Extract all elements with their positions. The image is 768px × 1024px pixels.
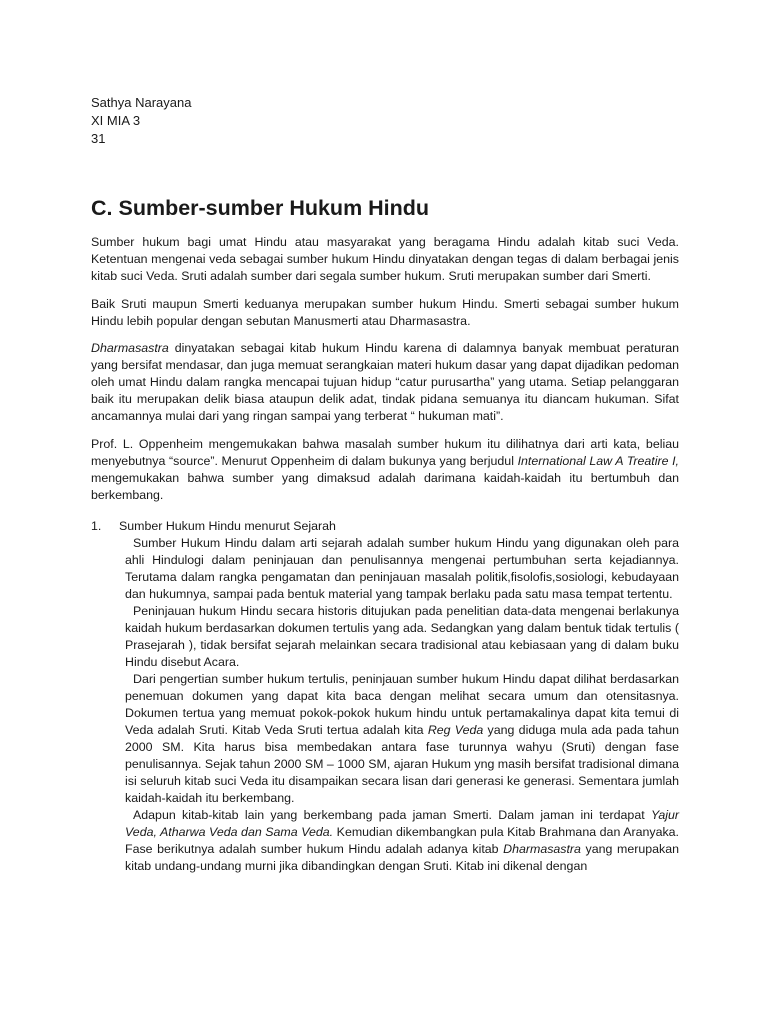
author-class: XI MIA 3 (91, 113, 141, 128)
subparagraph-4-text-b: Kemudian dikembangkan pula Kitab Brahmana dan Aranyaka. Fase berikutnya adalah sumber hukum Hindu adalah adanya kitab (125, 824, 679, 856)
italic-term: Yajur Veda, Atharwa Veda dan Sama Veda. (125, 807, 679, 839)
paragraph-1: Sumber hukum bagi umat Hindu atau masyarakat yang beragama Hindu adalah kitab suci Veda. Ketentuan mengenai veda sebagai sumber hukum Hindu dinyatakan dengan tegas di dalam berbagai jenis kitab suci Veda. Sruti adalah sumber dari segala sumber hukum. Sruti merupakan sumber dari Smerti. (91, 235, 679, 283)
italic-term: Dharmasastra (91, 341, 169, 355)
subparagraph-3-text-a: Dari pengertian sumber hukum tertulis, peninjauan sumber hukum Hindu dapat dilihat berdasarkan penemuan dokumen yang dapat kita baca dengan melihat secara umum dan otensitasnya. Dokumen tertua yang memuat pokok-pokok hukum hindu untuk pertamakalinya dapat kita temui di Veda adalah Sruti. Kitab Veda Sruti tertua adalah kita (125, 671, 679, 737)
subparagraph-4-text-c: yang merupakan kitab undang-undang murni jika dibandingkan dengan Sruti. Kitab ini dikenal dengan (125, 841, 679, 873)
list-number: 1. (91, 518, 102, 533)
subparagraph-3-text-b: yang diduga mula ada pada tahun 2000 SM. Kita harus bisa membedakan antara fase turunnya wahyu (Sruti) dengan fase penulisannya. Sejak tahun 2000 SM – 1000 SM, ajaran Hukum yng masih bersifat tradisional dimana isi seluruh kitab suci Veda itu disampaikan secara lisan dari generasi ke generasi. Sementara jumlah kaidah-kaidah itu berkembang. (125, 722, 679, 805)
list-item-heading (91, 518, 679, 535)
list-item-body (125, 535, 679, 875)
section-title: C. Sumber-sumber Hukum Hindu (91, 196, 430, 220)
italic-term: Dharmasastra (503, 841, 581, 856)
subparagraph-3 (125, 671, 679, 807)
subparagraph-4 (125, 807, 679, 875)
paragraph-3-text: dinyatakan sebagai kitab hukum Hindu karena di dalamnya banyak membuat peraturan yang bersifat mendasar, dan juga memuat serangkaian materi hukum dasar yang dapat dijadikan pedoman oleh umat Hindu dalam rangka mencapai tujuan hidup “catur purusartha” yang utama. Setiap pelanggaran baik itu merupakan delik biasa ataupun delik adat, tindak pidana semuanya itu diancam hukuman. Sifat ancamannya mulai dari yang ringan sampai yang terberat “ hukuman mati”. (91, 341, 679, 423)
document-content (91, 94, 679, 873)
paragraph-4-text-b: mengemukakan bahwa sumber yang dimaksud adalah darimana kaidah-kaidah itu bertumbuh dan berkembang. (91, 470, 679, 502)
subparagraph-2: Peninjauan hukum Hindu secara historis ditujukan pada penelitian data-data mengenai berlakunya kaidah hukum berdasarkan dokumen tertulis yang ada. Sedangkan yang dalam bentuk tidak tertulis ( Prasejarah ), tidak bersifat sejarah melainkan secara tradisional atau kebiasaan yang di dalam buku Hindu disebut Acara. (125, 603, 679, 669)
paragraph-4 (91, 436, 679, 504)
paragraph-2: Baik Sruti maupun Smerti keduanya merupakan sumber hukum Hindu. Smerti sebagai sumber hukum Hindu lebih popular dengan sebutan Manusmerti atau Dharmasastra. (91, 296, 679, 328)
paragraph-3 (91, 340, 679, 425)
list-heading-text: Sumber Hukum Hindu menurut Sejarah (119, 518, 336, 533)
paragraph-4-text-a: Prof. L. Oppenheim mengemukakan bahwa masalah sumber hukum itu dilihatnya dari arti kata, beliau menyebutnya “source”. Menurut Oppenheim di dalam bukunya yang berjudul (91, 436, 679, 468)
author-name: Sathya Narayana (91, 95, 192, 110)
book-title: International Law A Treatire I, (517, 453, 679, 468)
italic-term: Reg Veda (427, 722, 484, 737)
subparagraph-1: Sumber Hukum Hindu dalam arti sejarah adalah sumber hukum Hindu yang digunakan oleh para ahli Hindulogi dalam peninjauan dan penulisannya mengenai pertumbuhan serta kejadiannya. Terutama dalam rangka pengamatan dan peninjauan masalah politik,fisolofis,sosiologi, kebudayaan dan hukumnya, sampai pada bentuk material yang tampak berlaku pada satu masa tempat tertentu. (125, 535, 679, 601)
subparagraph-4-text-a: Adapun kitab-kitab lain yang berkembang pada jaman Smerti. Dalam jaman ini terdapat (133, 807, 651, 822)
author-number: 31 (91, 131, 106, 146)
author-header (91, 94, 679, 148)
section-body (91, 234, 679, 875)
